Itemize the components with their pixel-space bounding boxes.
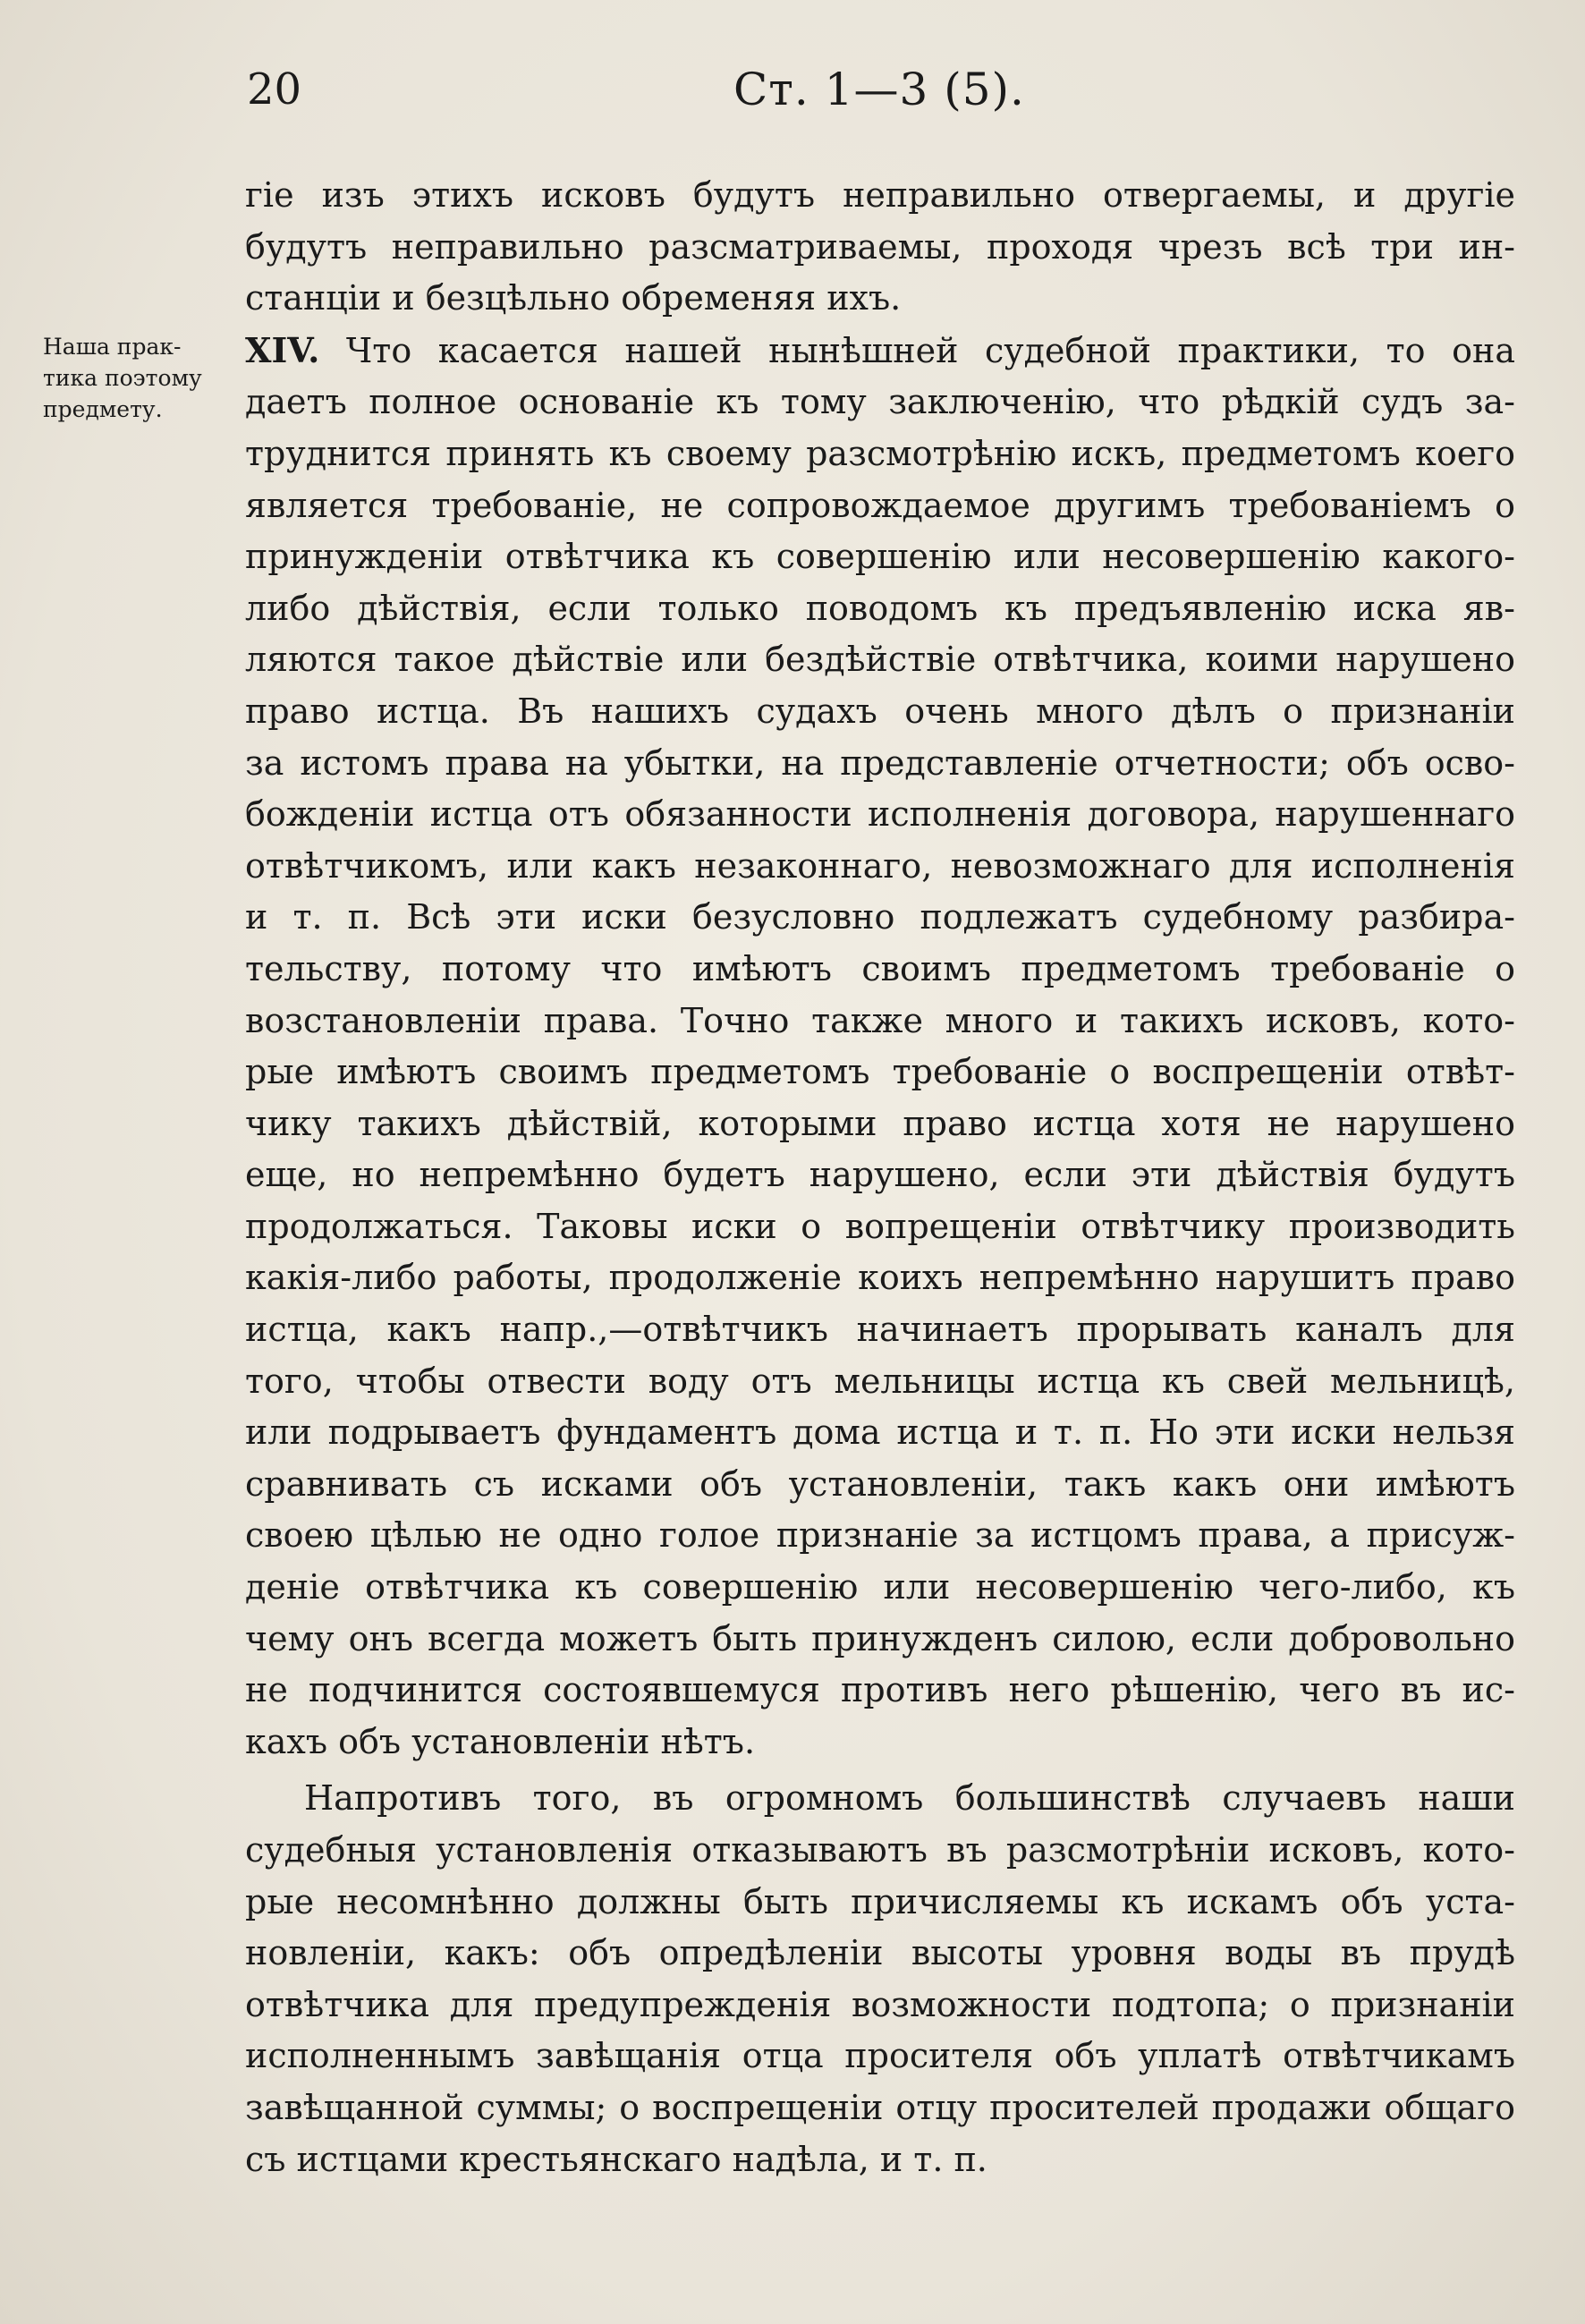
text-line: рые несомнѣнно должны быть причисляемы къ искамъ объ уста-: [245, 1881, 1515, 1921]
margin-note-line: предмету.: [43, 396, 163, 422]
paragraph-continuation: [245, 170, 1515, 325]
text-line: Напротивъ того, въ огромномъ большинствѣ случаевъ наши: [304, 1778, 1515, 1819]
text-line: труднится принять къ своему разсмотрѣнію искъ, предметомъ коего: [245, 433, 1515, 473]
text-line: сравнивать съ исками объ установленіи, такъ какъ они имѣютъ: [245, 1463, 1515, 1504]
page-number: 20: [247, 64, 302, 115]
running-head: Ст. 1—3 (5).: [733, 64, 1025, 115]
text-line: принужденіи отвѣтчика къ совершенію или несовершенію какого-: [245, 537, 1515, 577]
text-line: даетъ полное основаніе къ тому заключенію, что рѣдкій судъ за-: [245, 382, 1515, 422]
text-line: судебныя установленія отказываютъ въ разсмотрѣніи исковъ, кото-: [245, 1830, 1515, 1870]
text-line: кахъ объ установленіи нѣтъ.: [245, 1721, 756, 1761]
text-line: [245, 325, 1515, 377]
text-line: отвѣтчикомъ, или какъ незаконнаго, невозможнаго для исполненія: [245, 845, 1515, 886]
body-text: [245, 170, 1515, 2185]
text-line: еще, но непремѣнно будетъ нарушено, если эти дѣйствія будутъ: [245, 1155, 1515, 1195]
text-line: чему онъ всегда можетъ быть принужденъ силою, если добровольно: [245, 1618, 1515, 1658]
text-line: не подчинится состоявшемуся противъ него рѣшенію, чего въ ис-: [245, 1670, 1515, 1710]
text-line: право истца. Въ нашихъ судахъ очень много дѣлъ о признаніи: [245, 691, 1515, 731]
paragraph-section-xiv: [245, 325, 1515, 1768]
text-line: тельству, потому что имѣютъ своимъ предметомъ требованіе о: [245, 948, 1515, 988]
text-line: какія-либо работы, продолженіе коихъ непремѣнно нарушитъ право: [245, 1258, 1515, 1298]
text-line: будутъ неправильно разсматриваемы, проходя чрезъ всѣ три ин-: [245, 226, 1515, 267]
text-line: либо дѣйствія, если только поводомъ къ предъявленію иска яв-: [245, 588, 1515, 628]
text-line: возстановленіи права. Точно также много и такихъ исковъ, кото-: [245, 1000, 1515, 1040]
text-line: божденіи истца отъ обязанности исполненія договора, нарушеннаго: [245, 794, 1515, 835]
text-line: является требованіе, не сопровождаемое другимъ требованіемъ о: [245, 485, 1515, 525]
page-header: [0, 55, 1585, 127]
margin-note-line: Наша прак-: [43, 334, 182, 360]
text-line: исполненнымъ завѣщанія отца просителя объ уплатѣ отвѣтчикамъ: [245, 2036, 1515, 2076]
paragraph-contrary: [245, 1773, 1515, 2185]
text-line: своею цѣлью не одно голое признаніе за истцомъ права, а присуж-: [245, 1515, 1515, 1556]
text-line: истца, какъ напр.,—отвѣтчикъ начинаетъ прорывать каналъ для: [245, 1310, 1515, 1350]
text-line: ляются такое дѣйствіе или бездѣйствіе отвѣтчика, коими нарушено: [245, 640, 1515, 680]
section-mark: XIV.: [245, 329, 320, 370]
text-line: деніе отвѣтчика къ совершенію или несовершенію чего-либо, къ: [245, 1567, 1515, 1607]
margin-note-line: тика поэтому: [43, 365, 202, 391]
text-line: станціи и безцѣльно обременяя ихъ.: [245, 278, 902, 318]
text-line: новленіи, какъ: объ опредѣленіи высоты уровня воды въ прудѣ: [245, 1933, 1515, 1973]
text-line: гіе изъ этихъ исковъ будутъ неправильно отвергаемы, и другіе: [245, 175, 1515, 215]
text-line: рые имѣютъ своимъ предметомъ требованіе о воспрещеніи отвѣт-: [245, 1052, 1515, 1092]
text-line: чику такихъ дѣйствій, которыми право истца хотя не нарушено: [245, 1103, 1515, 1143]
text-line: или подрываетъ фундаментъ дома истца и т. п. Но эти иски нельзя: [245, 1412, 1515, 1453]
text-line: за истомъ права на убытки, на представленіе отчетности; объ осво-: [245, 742, 1515, 783]
text-line: завѣщанной суммы; о воспрещеніи отцу просителей продажи общаго: [245, 2087, 1515, 2127]
margin-note: [43, 331, 240, 425]
text-line: съ истцами крестьянскаго надѣла, и т. п.: [245, 2139, 987, 2179]
text-line: того, чтобы отвести воду отъ мельницы истца къ свей мельницѣ,: [245, 1361, 1515, 1401]
text-line: продолжаться. Таковы иски о вопрещеніи отвѣтчику производить: [245, 1206, 1515, 1246]
text-line: отвѣтчика для предупрежденія возможности подтопа; о признаніи: [245, 1984, 1515, 2024]
text-line: и т. п. Всѣ эти иски безусловно подлежатъ судебному разбира-: [245, 897, 1515, 937]
text-line-content: Что касается нашей нынѣшней судебной практики, то она: [319, 330, 1515, 370]
